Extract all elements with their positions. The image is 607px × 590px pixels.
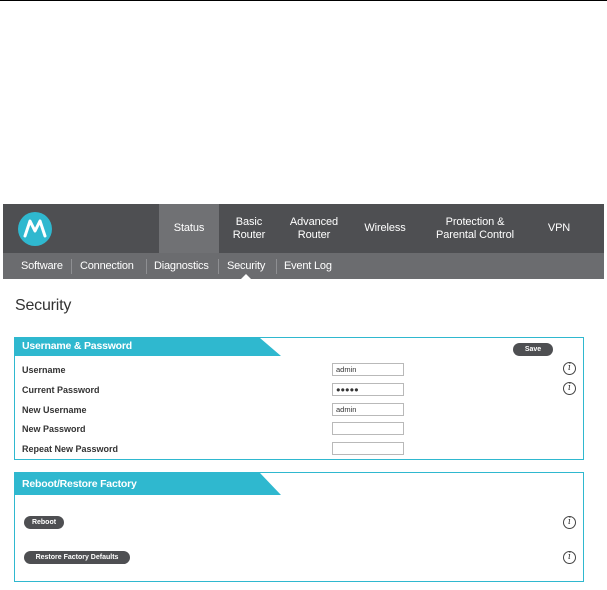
subnav-divider (218, 259, 219, 274)
subnav-event-log[interactable]: Event Log (284, 260, 332, 272)
page-title: Security (15, 297, 72, 314)
new-username-field[interactable] (332, 403, 404, 416)
top-rule (0, 0, 607, 1)
tab-basic-router[interactable] (219, 204, 279, 253)
tab-basic-router-line1: Basic (235, 215, 263, 228)
current-password-field[interactable] (332, 383, 404, 396)
router-admin-app (3, 204, 604, 586)
tab-protection-line2: Parental Control (436, 228, 514, 241)
tab-status-label: Status (173, 222, 205, 234)
tab-basic-router-line2: Router (232, 228, 266, 241)
tab-wireless-label: Wireless (364, 222, 406, 234)
tab-advanced-router-line1: Advanced (289, 215, 339, 228)
tab-advanced-router-line2: Router (297, 228, 331, 241)
active-subnav-caret-icon (241, 274, 251, 279)
current-password-info-icon[interactable]: i (563, 382, 576, 395)
subnav-software[interactable]: Software (21, 260, 63, 272)
reboot-restore-panel (14, 472, 584, 582)
tab-vpn[interactable] (537, 204, 581, 253)
reboot-info-icon[interactable]: i (563, 516, 576, 529)
subnav-divider (71, 259, 72, 274)
subnav-connection[interactable]: Connection (80, 260, 134, 272)
save-button[interactable]: Save (513, 343, 553, 356)
current-password-label: Current Password (22, 385, 100, 395)
tab-status[interactable] (159, 204, 219, 253)
tab-wireless[interactable] (353, 204, 417, 253)
username-field[interactable] (332, 363, 404, 376)
panel-title: Username & Password (22, 340, 132, 352)
restore-factory-defaults-button[interactable]: Restore Factory Defaults (24, 551, 130, 564)
new-password-field[interactable] (332, 422, 404, 435)
panel-title: Reboot/Restore Factory (22, 478, 137, 490)
username-label: Username (22, 365, 66, 375)
subnav-divider (146, 259, 147, 274)
tab-advanced-router[interactable] (279, 204, 349, 253)
tab-protection-line1: Protection & (445, 215, 505, 228)
main-nav-bar (3, 204, 604, 253)
reboot-button[interactable]: Reboot (24, 516, 64, 529)
repeat-new-password-field[interactable] (332, 442, 404, 455)
new-username-label: New Username (22, 405, 87, 415)
subnav-diagnostics[interactable]: Diagnostics (154, 260, 209, 272)
repeat-new-password-label: Repeat New Password (22, 444, 119, 454)
new-password-label: New Password (22, 424, 86, 434)
restore-info-icon[interactable]: i (563, 551, 576, 564)
username-info-icon[interactable]: i (563, 362, 576, 375)
motorola-logo-icon[interactable] (18, 212, 52, 246)
subnav-divider (276, 259, 277, 274)
sub-nav-bar (3, 253, 604, 279)
username-password-panel (14, 337, 584, 460)
subnav-security[interactable]: Security (227, 260, 266, 272)
tab-protection-parental-control[interactable] (425, 204, 525, 253)
tab-vpn-label: VPN (547, 222, 571, 234)
